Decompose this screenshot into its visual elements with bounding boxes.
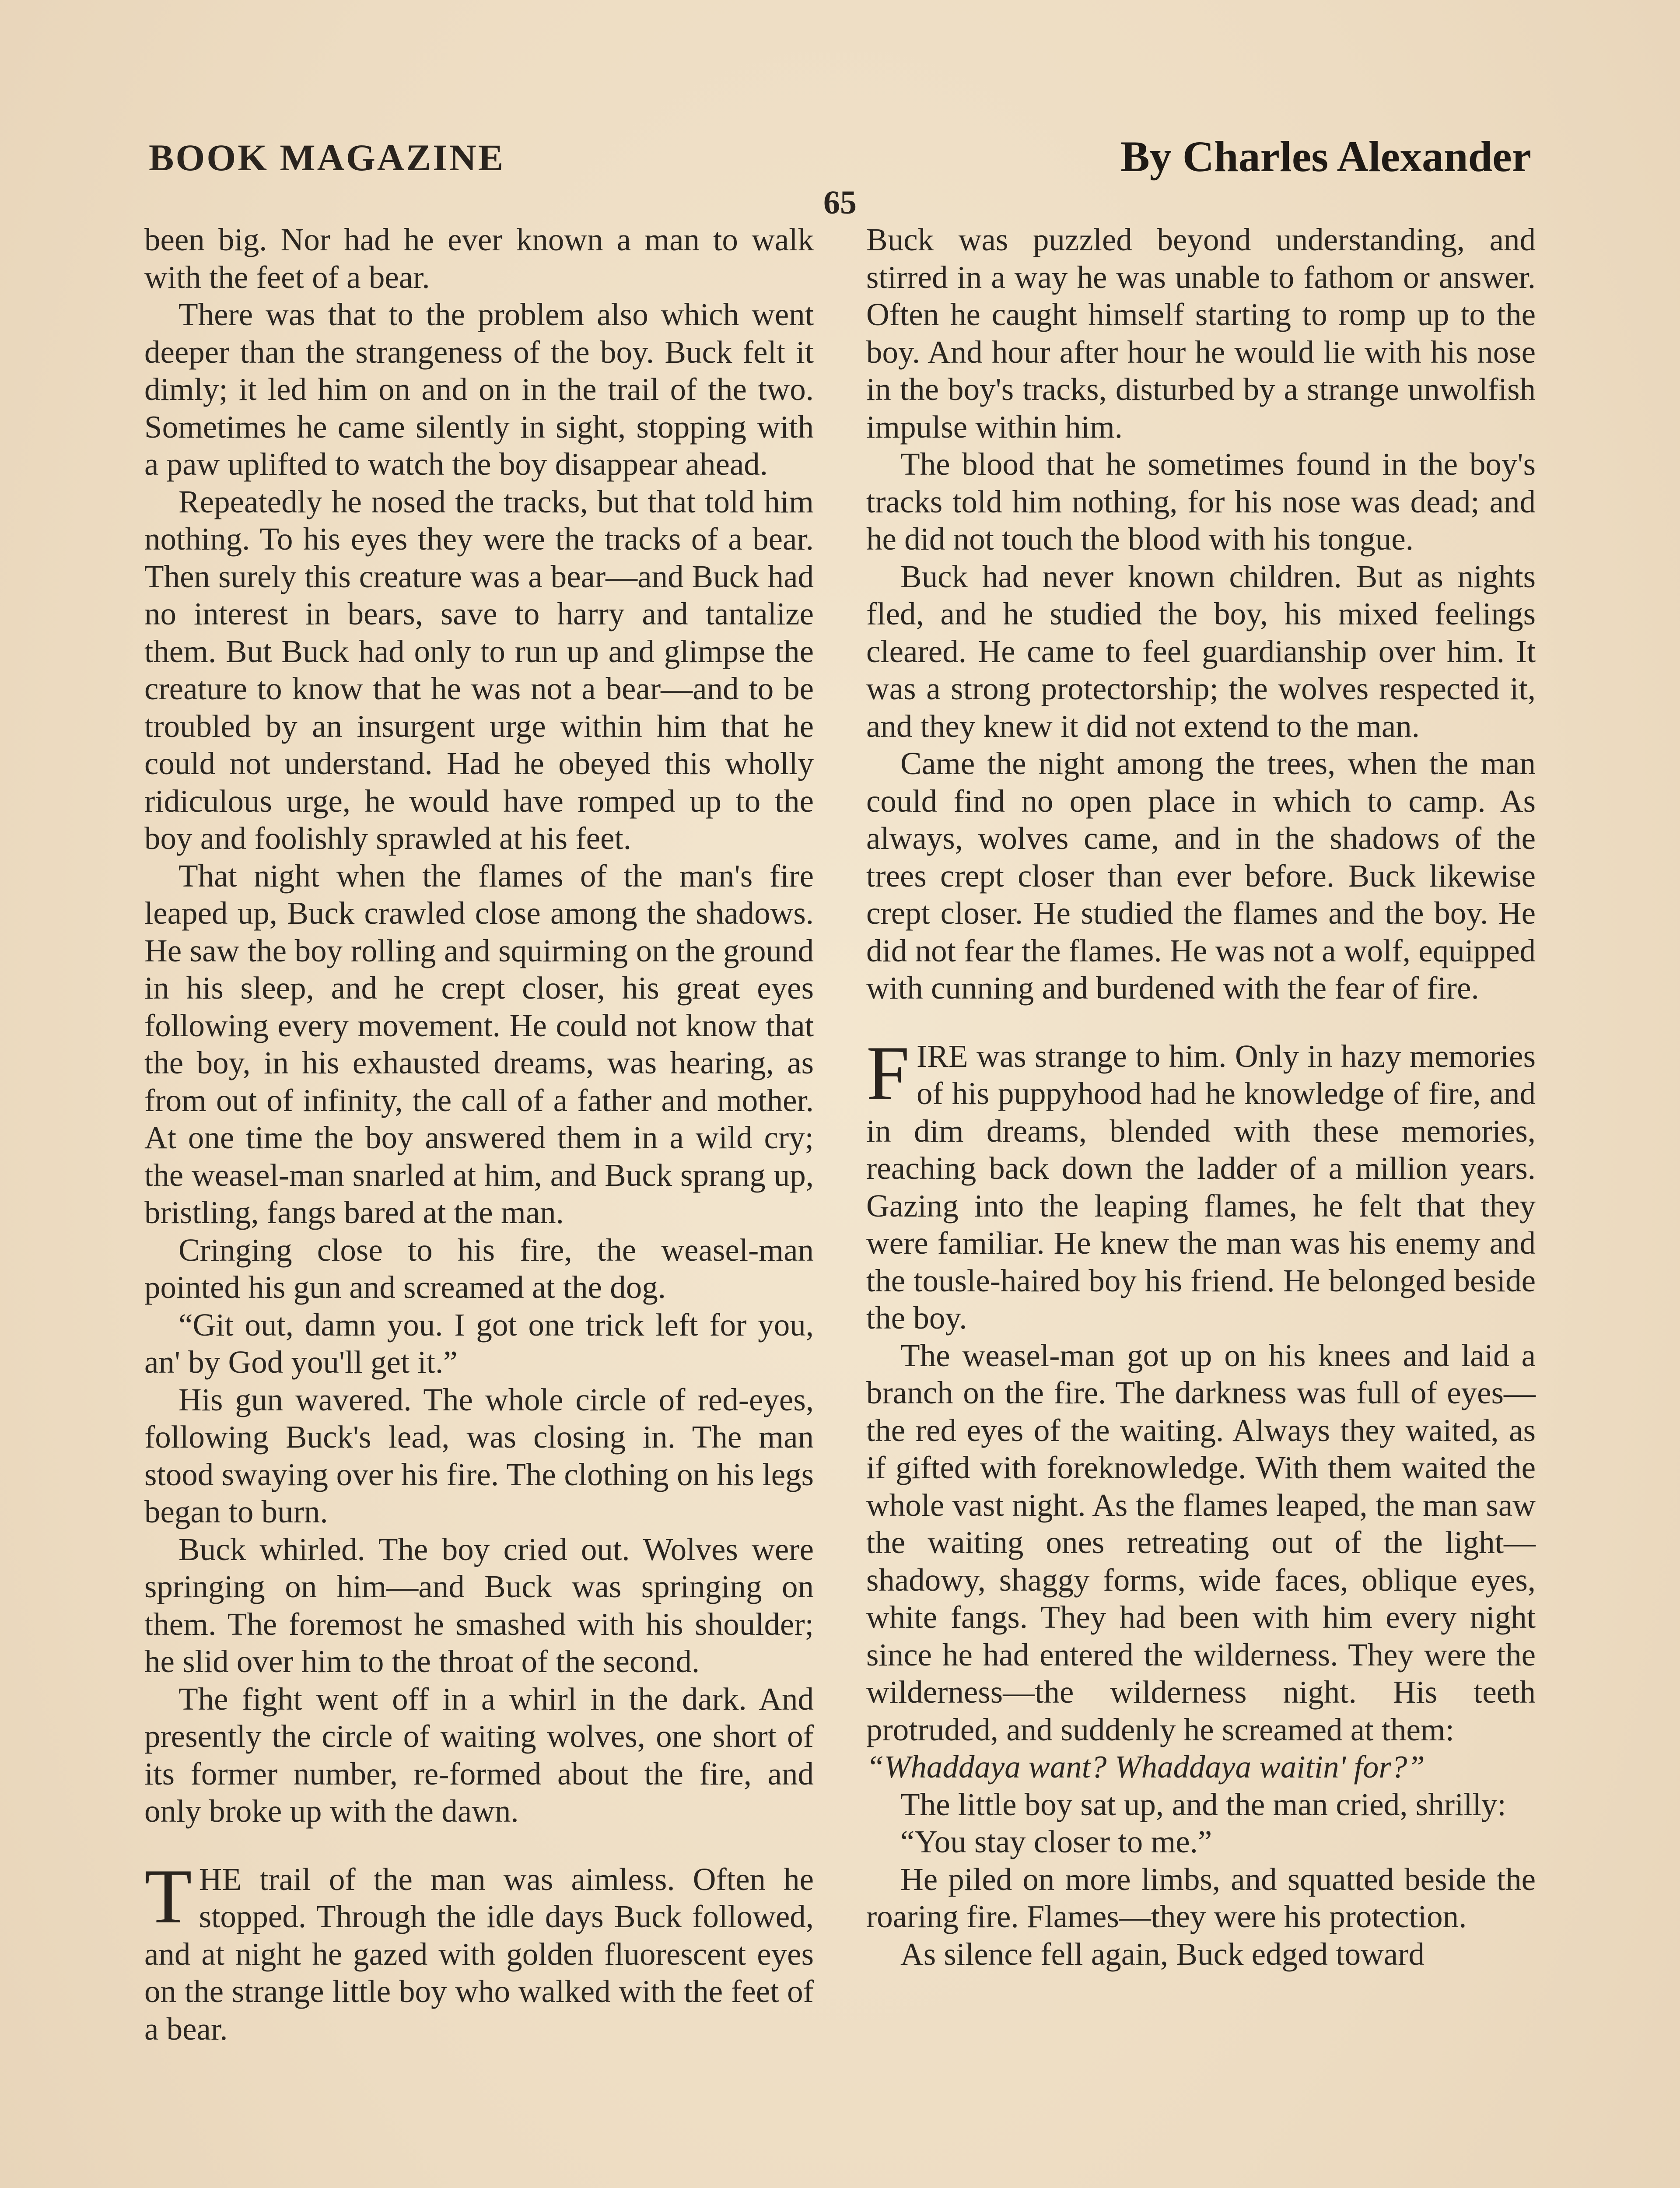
author-byline: By Charles Alexander (1120, 132, 1531, 181)
paragraph: The fight went off in a whirl in the dark. And presently the circle of waiting wolves, one short of its former number, re-formed about the fire, and only broke up with the dawn. (144, 1681, 814, 1829)
page-header (149, 127, 1531, 188)
paragraph: Buck whirled. The boy cried out. Wolves were springing on him—and Buck was springing on them. The foremost he smashed with his shoulder; he slid over him to the throat of the second. (144, 1531, 814, 1679)
paragraph: Cringing close to his fire, the weasel-man pointed his gun and screamed at the dog. (144, 1232, 814, 1305)
paragraph: As silence fell again, Buck edged toward (900, 1936, 1425, 1972)
paragraph: His gun wavered. The whole circle of red-eyes, following Buck's lead, was closing in. The man stood swaying over his fire. The clothing on his legs began to burn. (144, 1382, 814, 1529)
magazine-title: BOOK MAGAZINE (149, 137, 505, 179)
paragraph: Buck was puzzled beyond understanding, and stirred in a way he was unable to fathom or answer. Often he caught himself starting to romp up to the boy. And hour after hour he would lie with his nose in the boy's tracks, disturbed by a strange unwolfish impulse within him. (866, 222, 1536, 445)
section-paragraph (144, 1852, 814, 2048)
paragraph: That night when the flames of the man's fire leaped up, Buck crawled close among the shadows. He saw the boy rolling and squirming on the ground in his sleep, and he crept closer, his great eyes following every movement. He could not know that the boy, in his exhausted dreams, was hearing, as from out of infinity, the call of a father and mother. At one time the boy answered them in a wild cry; the weasel-man snarled at him, and Buck sprang up, bristling, fangs bared at the man. (144, 858, 814, 1230)
page-number: 65 (823, 184, 857, 221)
paragraph: “Git out, damn you. I got one trick left for you, an' by God you'll get it.” (144, 1307, 814, 1380)
paragraph: The blood that he sometimes found in the boy's tracks told him nothing, for his nose was dead; and he did not touch the blood with his tongue. (866, 446, 1536, 557)
italic-dialogue: “Whaddaya want? Whaddaya waitin' for?” (866, 1749, 1425, 1785)
paragraph: Repeatedly he nosed the tracks, but that told him nothing. To his eyes they were the tracks of a bear. Then surely this creature was a bear—and Buck had no interest in bears, save to harry and tantalize them. But Buck had only to run up and glimpse the creature to know that he was not a bear—and to be troubled by an insurgent urge within him that he could not understand. Had he obeyed this wholly ridiculous urge, he would have romped up to the boy and foolishly sprawled at his feet. (144, 484, 814, 856)
paragraph: “You stay closer to me.” (900, 1824, 1212, 1859)
paragraph: Buck had never known children. But as nights fled, and he studied the boy, his mixed feelings cleared. He came to feel guardianship over him. It was a strong protectorship; the wolves respected it, and they knew it did not extend to the man. (866, 558, 1536, 744)
paragraph: been big. Nor had he ever known a man to walk with the feet of a bear. (144, 222, 814, 295)
left-column (144, 221, 814, 2188)
drop-cap: F (866, 1029, 910, 1116)
paragraph-text: HE trail of the man was aimless. Often he stopped. Through the idle days Buck followed, and at night he gazed with golden fluorescent eyes on the strange little boy who walked with the feet of a bear. (144, 1861, 814, 2047)
drop-cap: T (144, 1852, 192, 1939)
paragraph: He piled on more limbs, and squatted beside the roaring fire. Flames—they were his protection. (866, 1861, 1536, 1934)
paragraph-text: IRE was strange to him. Only in hazy memories of his puppyhood had he knowledge of fire, and in dim dreams, blended with these memories, reaching back down the ladder of a million years. Gazing into the leaping flames, he felt that they were familiar. He knew the man was his enemy and the tousle-haired boy his friend. He belonged beside the boy. (866, 1038, 1536, 1336)
right-column (866, 221, 1536, 2188)
paragraph: The little boy sat up, and the man cried, shrilly: (900, 1786, 1506, 1822)
section-paragraph (866, 1029, 1536, 1337)
paragraph: Came the night among the trees, when the man could find no open place in which to camp. As always, wolves came, and in the shadows of the trees crept closer than ever before. Buck likewise crept closer. He studied the flames and the boy. He did not fear the flames. He was not a wolf, equipped with cunning and burdened with the fear of fire. (866, 746, 1536, 1006)
paragraph: The weasel-man got up on his knees and laid a branch on the fire. The darkness was full of eyes—the red eyes of the waiting. Always they waited, as if gifted with foreknowledge. With them waited the whole vast night. As the flames leaped, the man saw the waiting ones retreating out of the light—shadowy, shaggy forms, wide faces, oblique eyes, white fangs. They had been with him every night since he had entered the wilderness. They were the wilderness—the wilderness night. His teeth protruded, and suddenly he screamed at them: (866, 1337, 1536, 1747)
text-columns (144, 221, 1536, 2188)
paragraph: There was that to the problem also which went deeper than the strangeness of the boy. Buck felt it dimly; it led him on and on in the trail of the two. Sometimes he came silently in sight, stopping with a paw uplifted to watch the boy disappear ahead. (144, 297, 814, 482)
